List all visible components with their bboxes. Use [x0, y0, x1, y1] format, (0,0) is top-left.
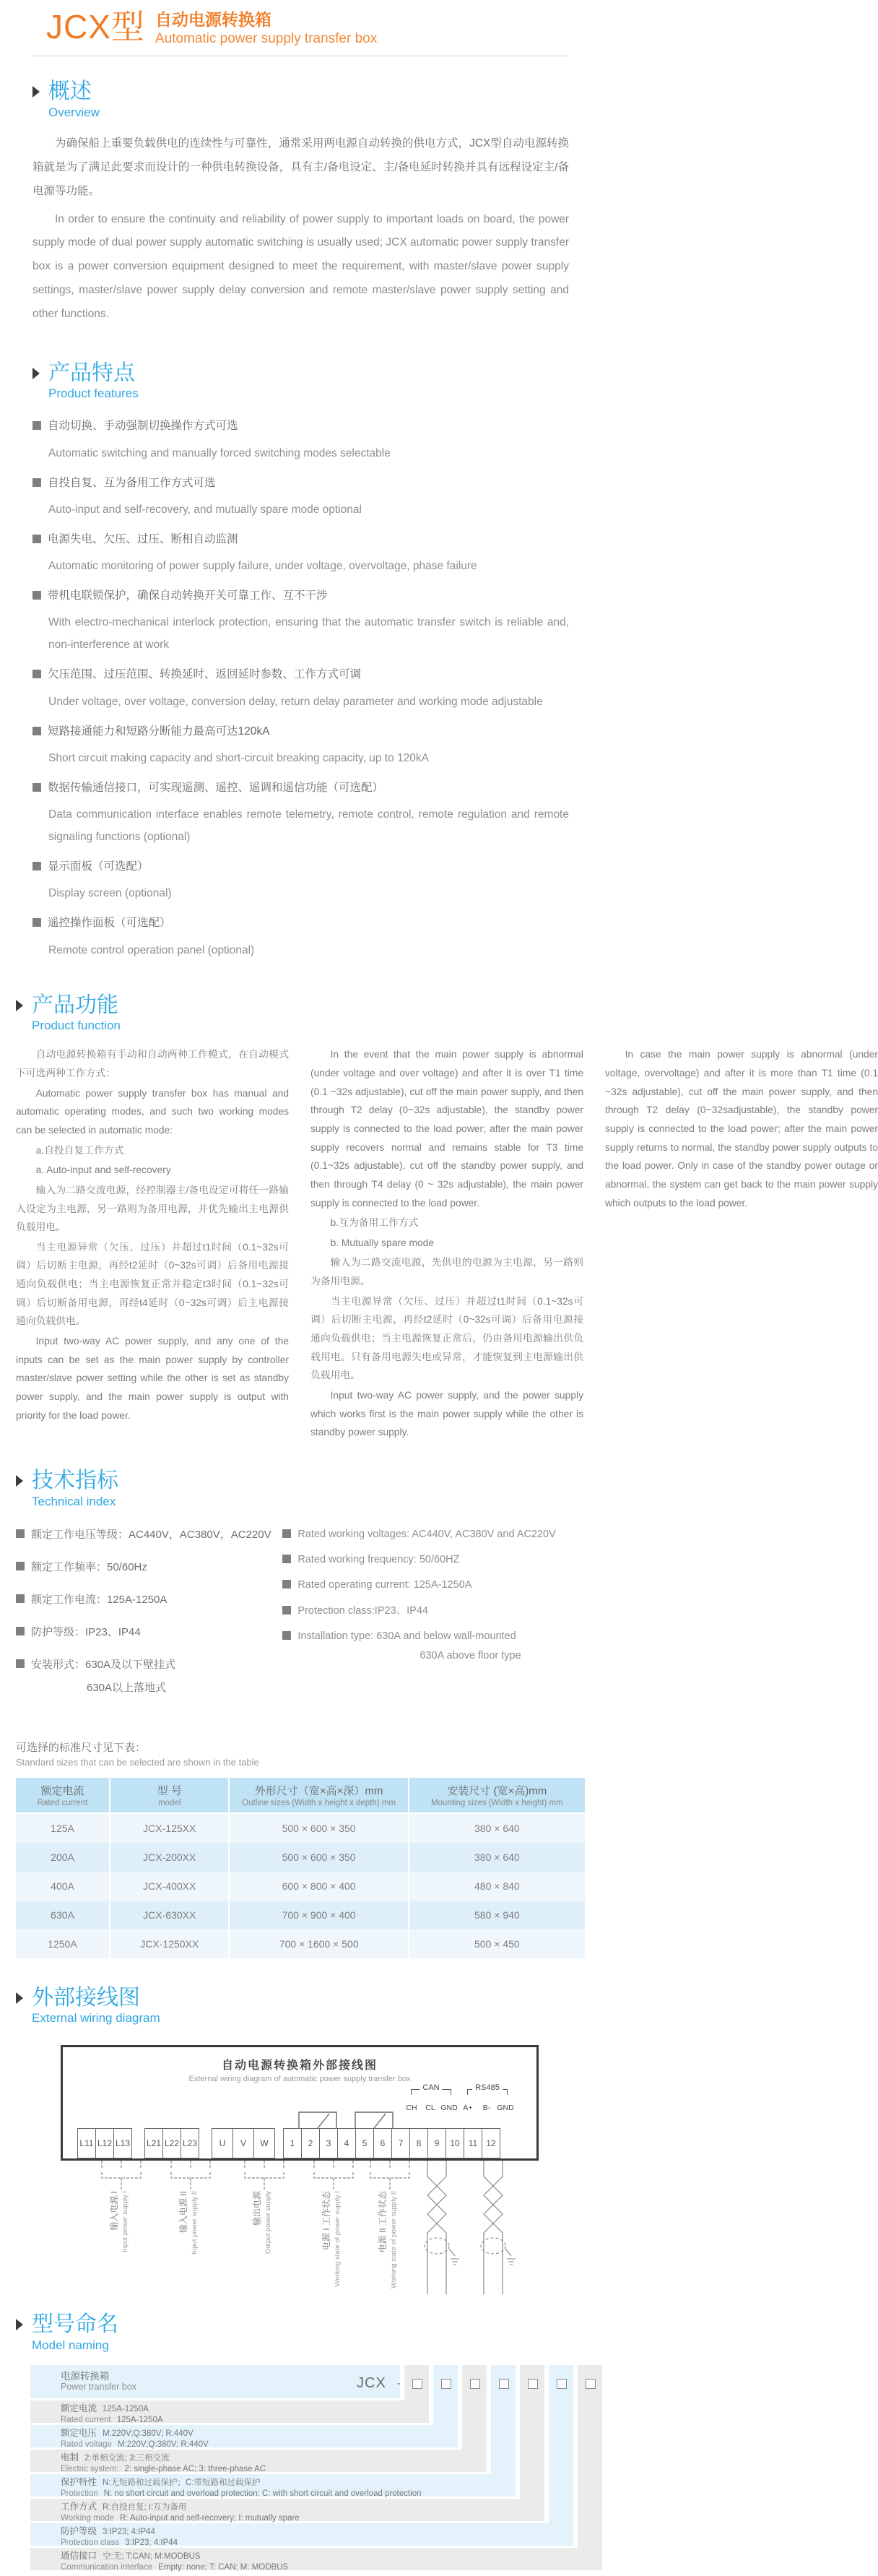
cell-model: JCX-630XX — [110, 1901, 229, 1929]
section-product-function — [0, 993, 878, 1445]
group-bracket-icon — [92, 2161, 150, 2191]
terminal: L21 — [144, 2128, 163, 2158]
tech-item-cn: 额定工作电压等级：AC440V，AC380V，AC220V — [16, 1527, 282, 1542]
function-paragraph: b.互为备用工作方式 — [330, 1217, 419, 1229]
cell-rated-current: 200A — [16, 1843, 110, 1872]
wiring-diagram-title-cn: 自动电源转换箱外部接线图 — [221, 2059, 378, 2073]
tech-item-en: Rated working voltages: AC440V, AC380V and AC220V — [282, 1527, 583, 1542]
cell-mounting-size: 380 × 640 — [409, 1813, 585, 1843]
group-bracket-icon — [162, 2161, 220, 2191]
features-heading-cn: 产品特点 — [48, 360, 135, 385]
twisted-pair-shield-icon — [474, 2161, 516, 2298]
square-bullet-icon — [32, 727, 41, 735]
table-row — [16, 1901, 585, 1929]
overview-paragraph-cn: 为确保船上重要负载供电的连续性与可靠性，通常采用两电源自动转换的供电方式，JCX型自动电源转换箱就是为了满足此要求而设计的一种供电转换设备，具有主/备电设定、主/备电延时转换并具有远程设定主/备电源等功能。 — [32, 137, 569, 197]
naming-code-box-icon — [470, 2379, 480, 2389]
square-bullet-icon — [32, 535, 41, 543]
function-heading — [16, 993, 583, 1034]
naming-code-box-icon — [586, 2379, 596, 2389]
rs485-pin-labels — [458, 2104, 515, 2112]
square-bullet-icon — [16, 1627, 25, 1635]
square-bullet-icon — [16, 1529, 25, 1538]
terminal: 10 — [445, 2128, 464, 2158]
square-bullet-icon — [32, 783, 41, 792]
cell-rated-current: 1250A — [16, 1929, 110, 1958]
naming-heading — [16, 2312, 583, 2354]
feature-item-cn: 带机电联锁保护，确保自动转换开关可靠工作、互不干涉 — [32, 587, 569, 604]
twisted-pair-shield-icon — [417, 2161, 459, 2298]
overview-heading — [32, 79, 569, 121]
page-header — [0, 0, 599, 47]
feature-item-cn: 显示面板（可选配） — [32, 858, 569, 875]
function-heading-cn: 产品功能 — [32, 993, 118, 1017]
function-heading-en: Product function — [32, 1019, 121, 1033]
function-paragraph: b. Mutually spare mode — [330, 1237, 434, 1248]
group-bracket-icon — [305, 2161, 362, 2191]
function-paragraph: a. Auto-input and self-recovery — [35, 1164, 171, 1176]
square-bullet-icon — [32, 862, 41, 870]
cell-rated-current: 125A — [16, 1813, 110, 1843]
feature-item-cn: 电源失电、欠压、过压、断相自动监测 — [32, 531, 569, 548]
table-header-row — [16, 1778, 585, 1813]
section-arrow-icon — [16, 1000, 23, 1011]
function-paragraph: Input two-way AC power supply, and the power supply which works first is the main power supply while the other is standby power supply. — [310, 1390, 583, 1438]
naming-row-working-mode: 工作方式 R:自投自复; I:互为备用 Working mode R: Auto-input and self-recovery; I: mutually spare — [30, 2499, 544, 2521]
section-wiring-diagram — [0, 1986, 599, 2303]
tech-list-en — [282, 1527, 583, 1711]
terminal: 3 — [319, 2128, 338, 2158]
table-row — [16, 1813, 585, 1843]
wiring-diagram-box — [61, 2045, 539, 2161]
relay-contact-icon — [290, 2095, 346, 2128]
overview-heading-en: Overview — [48, 105, 100, 119]
terminal-row — [63, 2128, 536, 2158]
terminal: L13 — [113, 2128, 132, 2158]
tech-item-cn: 额定工作电流：125A-1250A — [16, 1592, 282, 1607]
cell-mounting-size: 580 × 940 — [409, 1901, 585, 1929]
tech-item-en: Installation type: 630A and below wall-mounted — [282, 1629, 583, 1643]
can-pin-ch: CH — [406, 2104, 417, 2113]
section-arrow-icon — [32, 368, 40, 379]
cell-outline-size: 700 × 1600 × 500 — [229, 1929, 408, 1958]
product-title-en: Automatic power supply transfer box — [155, 30, 378, 46]
terminal-group-input2 — [144, 2128, 199, 2158]
cell-model: JCX-1250XX — [110, 1929, 229, 1958]
tech-item-cn-extra: 630A以上落地式 — [87, 1681, 167, 1694]
feature-item-cn: 欠压范围、过压范围、转换延时、返回延时参数、工作方式可调 — [32, 666, 569, 683]
cell-mounting-size: 500 × 450 — [409, 1929, 585, 1958]
square-bullet-icon — [16, 1562, 25, 1570]
can-pin-cl: CL — [425, 2104, 435, 2113]
wiring-heading-en: External wiring diagram — [32, 2011, 160, 2026]
feature-item-en: Automatic monitoring of power supply failure, under voltage, overvoltage, phase failure — [48, 560, 477, 573]
naming-heading-en: Model naming — [32, 2338, 109, 2352]
feature-item-en: Data communication interface enables remote telemetry, remote control, remote regulation and remote signaling functions (optional) — [48, 808, 569, 844]
function-paragraph: 当主电源异常（欠压、过压）并超过t1时间（0.1~32s可调）后切断主电源，再经t2延时（0~32s可调）后备用电源接通向负载供电；当主电源恢复正常并稳定t3时间（0.1~32s可调）后切断备用电源，再经t4延时（0~32s可调）后主电源接通向负载供电。 — [16, 1241, 289, 1327]
product-title-cn: 自动电源转换箱 — [155, 10, 271, 29]
cell-outline-size: 500 × 600 × 350 — [229, 1843, 408, 1872]
can-pin-gnd: GND — [440, 2104, 458, 2113]
col-header-mounting-sizes: 安装尺寸 (宽×高)mm Mounting sizes (Width x height) mm — [409, 1778, 585, 1813]
terminal-group-numbered — [283, 2128, 500, 2158]
tech-item-cn: 额定工作频率：50/60Hz — [16, 1560, 282, 1575]
terminal: 7 — [391, 2128, 410, 2158]
naming-code-box-icon — [412, 2379, 422, 2389]
naming-row-electric-system: 电制 2:单相交流; 3:三相交流 Electric system: 2: single-phase AC; 3: three-phase AC — [30, 2450, 487, 2472]
terminal: 11 — [464, 2128, 482, 2158]
square-bullet-icon — [32, 478, 41, 487]
cell-outline-size: 500 × 600 × 350 — [229, 1813, 408, 1843]
square-bullet-icon — [282, 1631, 291, 1640]
naming-code-strip — [578, 2365, 602, 2570]
square-bullet-icon — [282, 1606, 291, 1615]
can-bus-label: CAN — [420, 2083, 442, 2092]
naming-prefix: JCX — [357, 2375, 386, 2392]
terminal: W — [253, 2128, 275, 2158]
naming-heading-cn: 型号命名 — [32, 2312, 118, 2337]
square-bullet-icon — [32, 421, 41, 430]
features-list — [32, 418, 569, 961]
section-arrow-icon — [32, 86, 40, 98]
terminal: V — [232, 2128, 254, 2158]
wiring-diagram-title-en: External wiring diagram of automatic power supply transfer box — [188, 2075, 411, 2084]
feature-item-cn: 数据传输通信接口，可实现遥测、遥控、遥调和遥信功能（可选配） — [32, 779, 569, 796]
feature-item-cn: 遥控操作面板（可选配） — [32, 915, 569, 931]
naming-code-strip — [433, 2365, 458, 2447]
function-paragraph: In the event that the main power supply is abnormal (under voltage and over voltage) and after it is over T1 time (0.1 ~32s adjustable), cut off the main power supply, and then through T2 delay (0~32s adjustable), the standby power supply is connected to the load power; after the main power supply recovers normal and remains stable for T3 time (0.1~32s adjustable), cut off the standby power supply, and then through T4 delay (0 ~ 32s adjustable), the main power supply is connected to the load power. — [310, 1049, 583, 1209]
product-title-block — [155, 10, 377, 47]
model-naming-table — [30, 2365, 602, 2576]
square-bullet-icon — [32, 591, 41, 600]
function-paragraph: 自动电源转换箱有手动和自动两种工作模式，在自动模式下可选两种工作方式： — [16, 1049, 289, 1079]
naming-code-box-icon — [499, 2379, 509, 2389]
naming-code-box-icon — [528, 2379, 538, 2389]
section-arrow-icon — [16, 1992, 23, 2004]
features-heading — [32, 361, 569, 402]
cell-model: JCX-200XX — [110, 1843, 229, 1872]
tech-heading-en: Technical index — [32, 1494, 116, 1508]
tech-heading-cn: 技术指标 — [32, 1469, 118, 1493]
naming-row-rated-current: 额定电流 125A-1250A Rated current 125A-1250A — [30, 2400, 429, 2423]
naming-row-rated-voltage: 额定电压 M:220V;Q:380V; R:440V Rated voltage M:220V;Q:380V; R:440V — [30, 2425, 458, 2447]
function-paragraph: a.自投自复工作方式 — [35, 1144, 124, 1156]
can-pin-labels — [402, 2104, 458, 2112]
cell-model: JCX-125XX — [110, 1813, 229, 1843]
feature-item-en: Automatic switching and manually forced switching modes selectable — [48, 446, 391, 459]
terminal: L12 — [95, 2128, 114, 2158]
cell-mounting-size: 380 × 640 — [409, 1843, 585, 1872]
terminal: L23 — [181, 2128, 199, 2158]
wiring-upper-symbols — [63, 2083, 536, 2128]
section-product-features — [0, 361, 599, 961]
overview-heading-cn: 概述 — [48, 79, 92, 104]
rs485-pin-b: B- — [482, 2104, 491, 2113]
function-paragraph: Automatic power supply transfer box has manual and automatic operating modes, and such two working modes can be selected in automatic mode: — [16, 1087, 289, 1136]
terminal: 1 — [283, 2128, 302, 2158]
col-header-model: 型 号 model — [110, 1778, 229, 1813]
cell-outline-size: 700 × 900 × 400 — [229, 1901, 408, 1929]
table-row — [16, 1872, 585, 1901]
features-heading-en: Product features — [48, 386, 139, 401]
square-bullet-icon — [282, 1529, 291, 1538]
group-label-output: 输出电源 Output power supply — [252, 2191, 272, 2255]
function-paragraph: Input two-way AC power supply, and any one of the inputs can be set as the main power supply by controller master/slave power setting while the other is set as standby power supply, and the main power supply is output with priority for the load power. — [16, 1336, 289, 1421]
tech-item-cn: 防护等级：IP23、IP44 — [16, 1625, 282, 1640]
sizes-note-en: Standard sizes that can be selected are shown in the table — [16, 1756, 259, 1768]
wiring-heading — [16, 1986, 583, 2027]
naming-row-protection-class: 防护等级 3:IP23; 4:IP44 Protection class 3:IP23; 4:IP44 — [30, 2523, 573, 2546]
feature-item-en: Remote control operation panel (optional) — [48, 943, 255, 956]
group-label-input2: 输入电源 II Input power supply II — [178, 2191, 199, 2255]
section-arrow-icon — [16, 2319, 23, 2330]
square-bullet-icon — [32, 918, 41, 927]
naming-code-box-icon — [441, 2379, 451, 2389]
product-model-title: JCX型 — [46, 8, 145, 46]
feature-item-en: Auto-input and self-recovery, and mutually spare mode optional — [48, 503, 362, 516]
group-bracket-icon — [361, 2161, 419, 2191]
group-label-input1: 输入电源 I Input power supply I — [109, 2191, 129, 2253]
terminal-group-output — [212, 2128, 274, 2158]
wiring-lower-labels — [79, 2161, 552, 2302]
feature-item-en: With electro-mechanical interlock protection, ensuring that the automatic transfer switch is reliable and, non-interference at work — [48, 616, 569, 652]
terminal: L11 — [77, 2128, 96, 2158]
cell-rated-current: 630A — [16, 1901, 110, 1929]
terminal: 4 — [337, 2128, 356, 2158]
naming-row-protection: 保护特性 N:无短路和过载保护；C:带短路和过载保护 Protection N: no short circuit and overload protection; C: with short circuit and overload protection — [30, 2474, 516, 2497]
square-bullet-icon — [32, 670, 41, 678]
col-header-rated-current: 额定电流 Rated current — [16, 1778, 110, 1813]
function-paragraph: 输入为二路交流电源，先供电的电源为主电源，另一路则为备用电源。 — [310, 1257, 583, 1287]
cell-mounting-size: 480 × 840 — [409, 1872, 585, 1901]
group-label-state2: 电源 II 工作状态 Working state of power supply II — [378, 2191, 398, 2289]
feature-item-cn: 自动切换、手动强制切换操作方式可选 — [32, 418, 569, 434]
feature-item-cn: 自投自复、互为备用工作方式可选 — [32, 475, 569, 491]
terminal: 2 — [301, 2128, 320, 2158]
function-paragraph: In case the main power supply is abnormal (under voltage, overvoltage) and after it is more than T1 time (0.1 ~32s adjustable), cut off the main power supply, and then through T2 delay (0~32sadjustable), the standby power supply is connected to the load power; after the main power supply returns to normal, the standby power supply outputs to the load power. Only in case of the standby power outage or abnormal, the system can get back to the main power supply which outputs to the load power. — [605, 1049, 878, 1209]
square-bullet-icon — [16, 1659, 25, 1668]
terminal: 8 — [409, 2128, 428, 2158]
section-arrow-icon — [16, 1475, 23, 1487]
feature-item-cn: 短路接通能力和短路分断能力最高可达120kA — [32, 723, 569, 740]
col-header-outline-sizes: 外形尺寸（宽×高×深）mm Outline sizes (Width x height x depth) mm — [229, 1778, 408, 1813]
table-row — [16, 1843, 585, 1872]
section-technical-index — [0, 1469, 599, 1958]
terminal: 5 — [355, 2128, 374, 2158]
naming-dash: - — [397, 2377, 401, 2390]
section-model-naming — [0, 2312, 599, 2576]
tech-item-en: Rated working frequency: 50/60HZ — [282, 1552, 583, 1567]
tech-item-en: Protection class:IP23、IP44 — [282, 1604, 583, 1618]
rs485-pin-a: A+ — [463, 2104, 473, 2113]
tech-item-en: Rated operating current: 125A-1250A — [282, 1578, 583, 1592]
sizes-note — [16, 1739, 583, 1768]
square-bullet-icon — [282, 1580, 291, 1589]
group-bracket-icon — [235, 2161, 293, 2191]
tech-item-en-extra: 630A above floor type — [420, 1650, 521, 1662]
function-text-columns — [16, 1045, 878, 1444]
tech-heading — [16, 1469, 583, 1510]
wiring-heading-cn: 外部接线图 — [32, 1985, 140, 2010]
relay-contact-icon — [346, 2095, 402, 2128]
square-bullet-icon — [16, 1594, 25, 1603]
square-bullet-icon — [282, 1555, 291, 1563]
cell-model: JCX-400XX — [110, 1872, 229, 1901]
feature-item-en: Under voltage, over voltage, conversion delay, return delay parameter and working mode adjustable — [48, 695, 543, 708]
table-row — [16, 1929, 585, 1958]
function-paragraph: 当主电源异常（欠压、过压）并超过t1时间（0.1~32s可调）后切断主电源，再经t2延时（0~32s可调）后备用电源接通向负载供电；当主电源恢复正常后，仍由备用电源输出供负载用电。只有备用电源失电或异常，才能恢复到主电源输出供负载用电。 — [310, 1295, 583, 1381]
group-label-state1: 电源 I 工作状态 Working state of power supply I — [321, 2191, 342, 2287]
function-paragraph: 输入为二路交流电源，经控制器主/备电设定可将任一路输入设定为主电源，另一路则为备用电源，并优先输出主电源供负载用电。 — [16, 1184, 289, 1233]
section-overview — [0, 79, 599, 326]
terminal: 12 — [482, 2128, 500, 2158]
terminal: U — [212, 2128, 233, 2158]
feature-item-en: Short circuit making capacity and short-circuit breaking capacity, up to 120kA — [48, 751, 429, 764]
naming-code-box-icon — [557, 2379, 567, 2389]
feature-item-en: Display screen (optional) — [48, 887, 172, 900]
tech-item-cn: 安装形式：630A及以下壁挂式 — [16, 1657, 282, 1672]
terminal-group-input1 — [77, 2128, 131, 2158]
tech-list-cn — [16, 1527, 282, 1711]
terminal: L22 — [162, 2128, 181, 2158]
rs485-pin-gnd: GND — [497, 2104, 514, 2113]
sizes-note-cn: 可选择的标准尺寸见下表： — [16, 1741, 147, 1754]
standard-sizes-table — [16, 1778, 585, 1958]
rs485-bus-label: RS485 — [472, 2083, 503, 2092]
naming-code-strip — [549, 2365, 573, 2546]
cell-outline-size: 600 × 800 × 400 — [229, 1872, 408, 1901]
rs485-bus-bracket — [467, 2083, 508, 2095]
naming-code-strip — [404, 2365, 429, 2423]
naming-row-power-transfer-box: 电源转换箱 Power transfer box — [30, 2365, 400, 2398]
cell-rated-current: 400A — [16, 1872, 110, 1901]
terminal: 9 — [427, 2128, 446, 2158]
can-bus-bracket — [411, 2083, 451, 2095]
naming-row-communication-interface: 通信接口 空:无; T:CAN; M:MODBUS Communication interface Empty: none; T: CAN; M: MODBUS — [30, 2548, 602, 2570]
terminal: 6 — [373, 2128, 392, 2158]
overview-paragraph-en: In order to ensure the continuity and reliability of power supply to important loads on board, the power supply mode of dual power supply automatic switching is usually used; JCX automatic power supply transfer box is a power conversion equipment designed to meet the requirement, with master/slave power supply settings, master/slave power supply delay conversion and remote master/slave power supply setting and other functions. — [32, 212, 569, 320]
